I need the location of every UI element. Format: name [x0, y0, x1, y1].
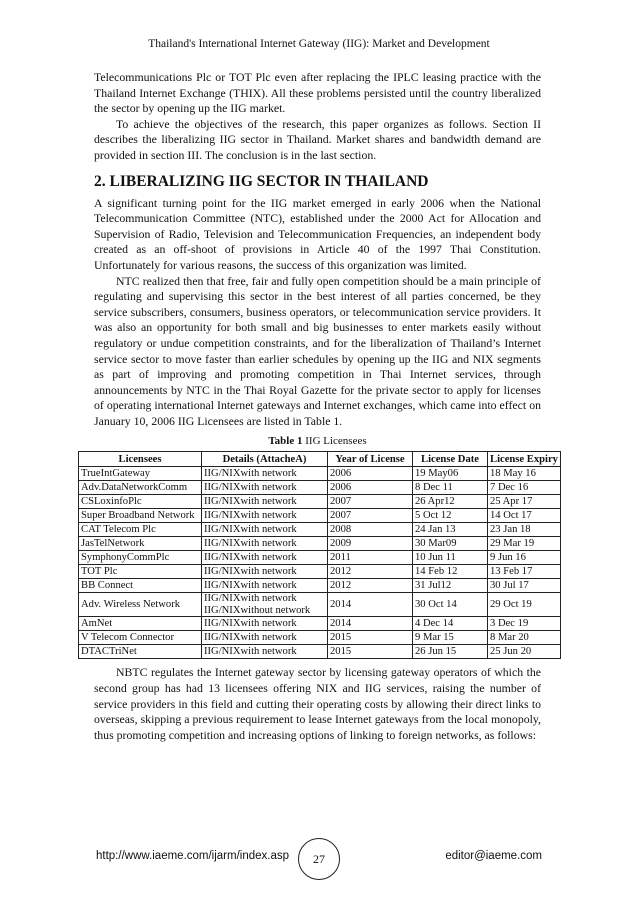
- cell-details: IIG/NIXwith network: [202, 579, 328, 593]
- table-row: [79, 593, 561, 617]
- cell-license-expiry: 13 Feb 17: [488, 565, 561, 579]
- table-row: [79, 537, 561, 551]
- cell-details: IIG/NIXwith network: [202, 495, 328, 509]
- intro-paragraph-1: Telecommunications Plc or TOT Plc even after replacing the IPLC leasing practice with the Thailand Internet Exchange (THIX). All these problems persisted until the country liberalized the sector by opening up the IIG market.: [94, 70, 541, 116]
- section-heading: 2. LIBERALIZING IIG SECTOR IN THAILAND: [94, 172, 429, 190]
- cell-details: IIG/NIXwith network: [202, 481, 328, 495]
- header-licensees: Licensees: [79, 452, 202, 467]
- header-license-date: License Date: [413, 452, 488, 467]
- footer-email-link[interactable]: editor@iaeme.com: [445, 850, 542, 862]
- cell-year: 2015: [328, 631, 413, 645]
- running-head: Thailand's International Internet Gateway (IIG): Market and Development: [148, 38, 490, 50]
- cell-license-expiry: 18 May 16: [488, 467, 561, 481]
- cell-year: 2008: [328, 523, 413, 537]
- cell-licensee: CAT Telecom Plc: [79, 523, 202, 537]
- cell-licensee: Adv. Wireless Network: [79, 593, 202, 617]
- cell-license-expiry: 8 Mar 20: [488, 631, 561, 645]
- cell-licensee: TOT Plc: [79, 565, 202, 579]
- cell-licensee: V Telecom Connector: [79, 631, 202, 645]
- page-number: 27: [298, 838, 340, 880]
- table-row: [79, 551, 561, 565]
- table-row: [79, 565, 561, 579]
- cell-license-date: 26 Apr12: [413, 495, 488, 509]
- licensees-table: [78, 451, 561, 659]
- cell-license-date: 14 Feb 12: [413, 565, 488, 579]
- cell-license-expiry: 25 Jun 20: [488, 645, 561, 659]
- cell-license-date: 4 Dec 14: [413, 617, 488, 631]
- cell-license-expiry: 29 Mar 19: [488, 537, 561, 551]
- cell-details-line-1: IIG/NIXwith network: [204, 593, 297, 605]
- cell-license-expiry: 25 Apr 17: [488, 495, 561, 509]
- cell-year: 2009: [328, 537, 413, 551]
- header-license-expiry: License Expiry: [488, 452, 561, 467]
- section-paragraph-3: NBTC regulates the Internet gateway sector by licensing gateway operators of which the second group has had 13 licensees offering NIX and IIG services, raising the number of service providers in this field and cutting their operating costs by allowing their direct links to overseas, skipping a previous requirement to lease Internet gateways from the local monopoly, thus promoting competition and increasing options of linking to foreign networks, as follows:: [94, 665, 541, 742]
- table-row: [79, 481, 561, 495]
- cell-licensee: SymphonyCommPlc: [79, 551, 202, 565]
- cell-year: 2006: [328, 467, 413, 481]
- table-row: [79, 495, 561, 509]
- page-footer: [0, 838, 638, 878]
- intro-paragraph-2: To achieve the objectives of the research, this paper organizes as follows. Section II describes the liberalizing IIG sector in Thailand. Market shares and bandwidth demand are provided in section III. The conclusion is in the last section.: [94, 116, 541, 162]
- cell-licensee: DTACTriNet: [79, 645, 202, 659]
- cell-details: IIG/NIXwith network: [202, 645, 328, 659]
- page-body: [81, 70, 558, 743]
- cell-details: IIG/NIXwith network: [202, 537, 328, 551]
- cell-licensee: AmNet: [79, 617, 202, 631]
- cell-license-date: 31 Jul12: [413, 579, 488, 593]
- table-caption-text: IIG Licensees: [305, 435, 367, 448]
- cell-licensee: BB Connect: [79, 579, 202, 593]
- cell-year: 2014: [328, 617, 413, 631]
- cell-details: IIG/NIXwith network: [202, 509, 328, 523]
- cell-license-date: 24 Jan 13: [413, 523, 488, 537]
- cell-year: 2014: [328, 593, 413, 617]
- cell-licensee: CSLoxinfoPlc: [79, 495, 202, 509]
- cell-license-date: 5 Oct 12: [413, 509, 488, 523]
- cell-license-date: 9 Mar 15: [413, 631, 488, 645]
- cell-details: IIG/NIXwith network: [202, 467, 328, 481]
- cell-year: 2007: [328, 509, 413, 523]
- cell-year: 2012: [328, 565, 413, 579]
- cell-details: IIG/NIXwith network: [202, 631, 328, 645]
- table-row: [79, 645, 561, 659]
- cell-year: 2015: [328, 645, 413, 659]
- table-row: [79, 631, 561, 645]
- cell-license-expiry: 23 Jan 18: [488, 523, 561, 537]
- cell-details: IIG/NIXwith network: [202, 617, 328, 631]
- table-row: [79, 509, 561, 523]
- cell-year: 2006: [328, 481, 413, 495]
- cell-licensee: Adv.DataNetworkComm: [79, 481, 202, 495]
- table-row: [79, 579, 561, 593]
- section-paragraph-2: NTC realized then that free, fair and fully open competition should be a main principle of regulating and supervising this sector in the best interest of all parties concerned, be they service subscribers, consumers, business operators, or telecommunication service providers. It was also an opportunity for both small and big businesses to enter markets easily without regulatory or undue competition constraints, and for the liberalization of Thailand’s Internet service sector to move faster than earlier schedules by opening up the IIG and NIX segments as part of improving and promoting competition in Thai Internet services, through announcements by NTC in the Thai Royal Gazette for the private sector to apply for licenses of operating international Internet gateways and Internet exchanges, which came into effect on January 10, 2006 IIG Licensees are listed in Table 1.: [94, 273, 541, 428]
- footer-url-link[interactable]: http://www.iaeme.com/ijarm/index.asp: [96, 850, 290, 862]
- cell-license-expiry: 30 Jul 17: [488, 579, 561, 593]
- cell-details: [202, 593, 328, 617]
- cell-licensee: JasTelNetwork: [79, 537, 202, 551]
- cell-details: IIG/NIXwith network: [202, 565, 328, 579]
- table-row: [79, 467, 561, 481]
- cell-year: 2007: [328, 495, 413, 509]
- cell-license-expiry: 14 Oct 17: [488, 509, 561, 523]
- cell-license-date: 10 Jun 11: [413, 551, 488, 565]
- cell-licensee: TrueIntGateway: [79, 467, 202, 481]
- cell-license-expiry: 3 Dec 19: [488, 617, 561, 631]
- cell-details: IIG/NIXwith network: [202, 523, 328, 537]
- table-row: [79, 617, 561, 631]
- section-paragraph-1: A significant turning point for the IIG market emerged in early 2006 when the National Telecommunication Committee (NTC), established under the 2000 Act for Allocation and Supervision of Radio, Television and Telecommunication Frequencies, an independent body created as an off-shoot of provisions in Article 40 of the 1997 Thai Constitution. Unfortunately for various reasons, the success of this organization was limited.: [94, 195, 541, 272]
- cell-licensee: Super Broadband Network: [79, 509, 202, 523]
- cell-license-date: 19 May06: [413, 467, 488, 481]
- cell-details-line-2: IIG/NIXwithout network: [204, 604, 311, 616]
- cell-license-expiry: 9 Jun 16: [488, 551, 561, 565]
- cell-license-date: 26 Jun 15: [413, 645, 488, 659]
- cell-year: 2012: [328, 579, 413, 593]
- table-row: [79, 523, 561, 537]
- cell-license-expiry: 7 Dec 16: [488, 481, 561, 495]
- cell-details: IIG/NIXwith network: [202, 551, 328, 565]
- table-caption-label: Table 1: [268, 435, 303, 448]
- cell-year: 2011: [328, 551, 413, 565]
- cell-license-date: 30 Oct 14: [413, 593, 488, 617]
- cell-license-date: 8 Dec 11: [413, 481, 488, 495]
- header-details: Details (AttacheA): [202, 452, 328, 467]
- table-caption: [94, 435, 541, 447]
- table-header-row: [79, 452, 561, 467]
- cell-license-expiry: 29 Oct 19: [488, 593, 561, 617]
- cell-license-date: 30 Mar09: [413, 537, 488, 551]
- header-year: Year of License: [328, 452, 413, 467]
